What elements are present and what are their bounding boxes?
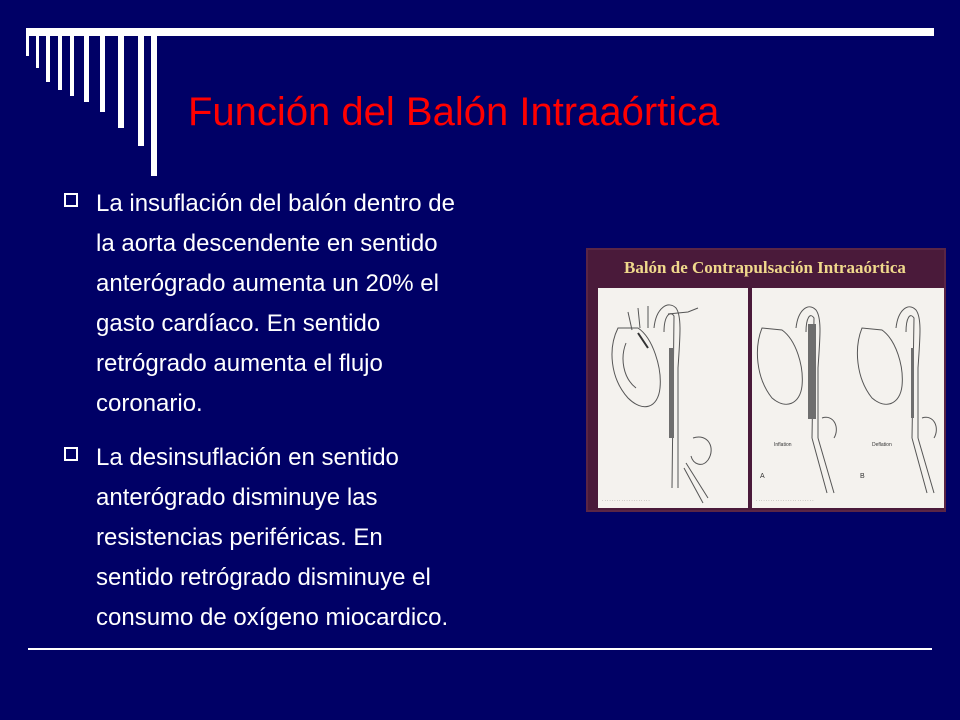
- decorative-stripe: [36, 36, 39, 68]
- inflation-label: Inflation: [774, 442, 792, 448]
- decorative-stripe: [70, 36, 74, 96]
- balloon-pump-figure: [586, 248, 946, 512]
- top-decorative-bar: [26, 28, 934, 36]
- bullet-text: La desinsuflación en sentido anterógrado disminuye las resistencias periféricas. En sentido retrógrado disminuye el consumo de oxígeno miocardico.: [96, 444, 449, 631]
- panel-a-label: A: [760, 473, 765, 480]
- hollow-square-bullet-icon: [64, 193, 78, 207]
- decorative-stripe: [138, 36, 144, 146]
- decorative-stripe: [46, 36, 50, 82]
- figure-panel-schematic: [598, 288, 748, 508]
- bullet-item: [62, 438, 582, 638]
- hollow-square-bullet-icon: [64, 447, 78, 461]
- svg-text:· · · · · · · · · · · · · · ·: · · · · · · · · · · · · · · · · · · · · · · · ·: [756, 498, 814, 503]
- slide-title: Función del Balón Intraaórtica: [188, 90, 720, 134]
- bullet-text: La insuflación del balón dentro de la aorta descendente en sentido anterógrado aumenta un 20% el gasto cardíaco. En sentido retrógrado aumenta el flujo coronario.: [96, 190, 455, 417]
- figure-title: Balón de Contrapulsación Intraaórtica: [624, 258, 906, 277]
- decorative-stripe: [84, 36, 89, 102]
- panel-b-label: B: [860, 473, 865, 480]
- figure-panel-inflation-deflation: [752, 288, 944, 508]
- decorative-stripe: [26, 36, 29, 56]
- bottom-divider: [28, 648, 932, 650]
- inflation-deflation-illustration: [752, 288, 944, 508]
- bullet-list: [62, 184, 582, 652]
- heart-aorta-illustration: [598, 288, 748, 508]
- decorative-stripe: [151, 36, 157, 176]
- bullet-item: [62, 184, 582, 424]
- svg-text:· · · · · · · · · · · · · · ·: · · · · · · · · · · · · · · · · · · · ·: [602, 498, 650, 503]
- decorative-stripe: [58, 36, 62, 90]
- deflation-label: Deflation: [872, 442, 892, 448]
- decorative-stripe: [118, 36, 124, 128]
- decorative-stripe: [100, 36, 105, 112]
